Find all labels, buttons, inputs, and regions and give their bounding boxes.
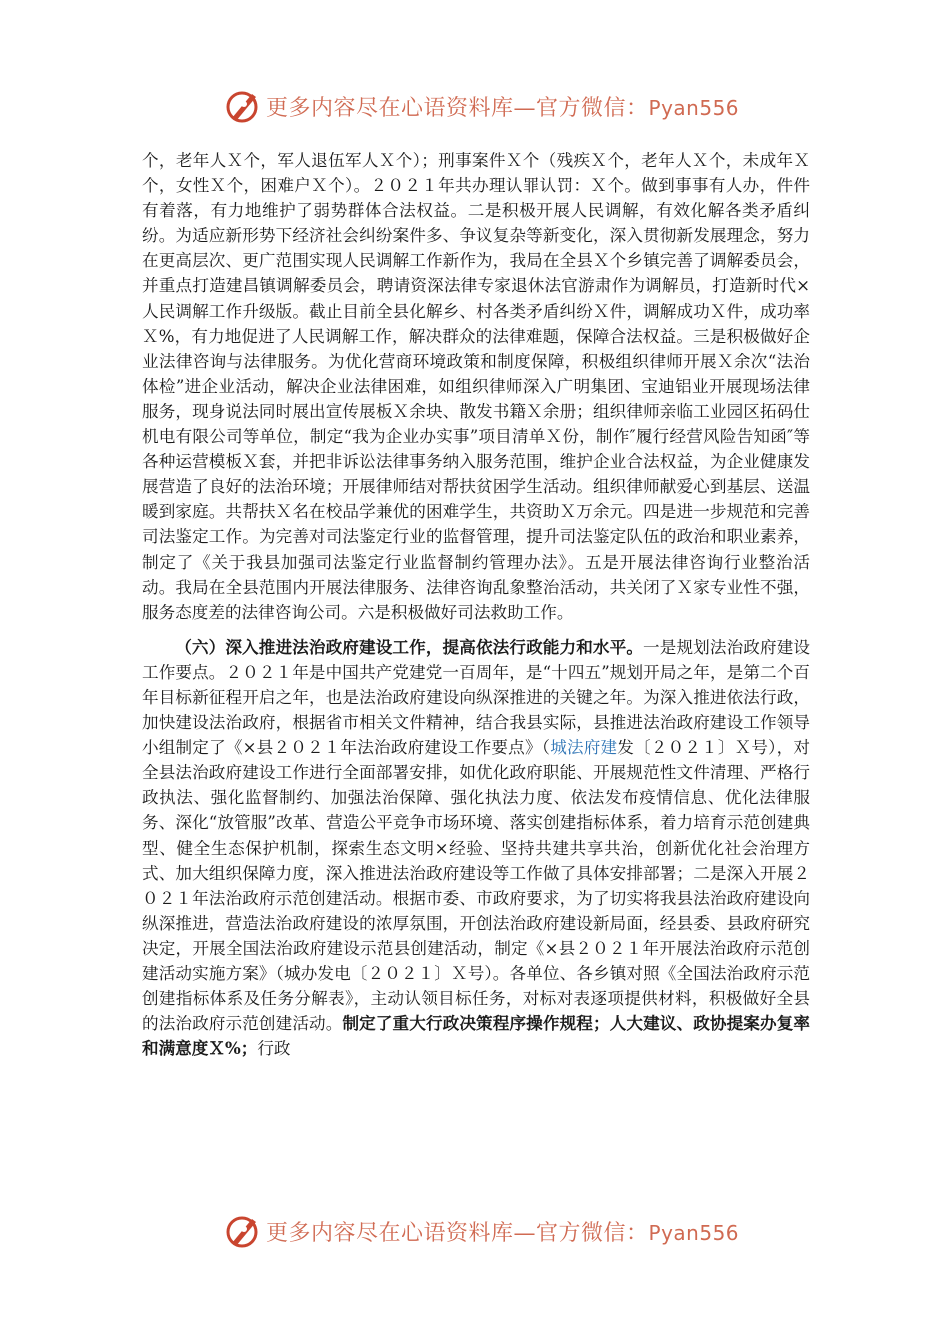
paragraph-2-text-c: 行政	[257, 1039, 291, 1059]
paragraph-1	[142, 148, 810, 625]
document-body	[142, 148, 810, 1061]
header-banner	[222, 86, 739, 126]
footer-banner-label: 更多内容尽在心语资料库—官方微信：	[266, 1220, 649, 1246]
footer-banner	[222, 1211, 739, 1251]
paragraph-2-text-b: 发〔２０２１〕Ｘ号），对全县法治政府建设工作进行全面部署安排，如优化政府职能、开展规范性文件清理、严格行政执法、强化监督制约、加强法治保障、强化执法力度、依法发布疫情信息、优化法律服务、深化“放管服”改革、营造公平竞争市场环境、落实创建指标体系，着力培育示范创建典型、健全生态保护机制，探索生态文明×经验、坚持共建共享共治，创新优化社会治理方式、加大组织保障力度，深入推进法治政府建设等工作做了具体安排部署；二是深入开展２０２１年法治政府示范创建活动。根据市委、市政府要求，为了切实将我县法治政府建设向纵深推进，营造法治政府建设的浓厚氛围，开创法治政府建设新局面，经县委、县政府研究决定，开展全国法治政府建设示范县创建活动，制定《×县２０２１年开展法治政府示范创建活动实施方案》（城办发电〔２０２１〕Ｘ号）。各单位、各乡镇对照《全国法治政府示范创建指标体系及任务分解表》，主动认领目标任务，对标对表逐项提供材料，积极做好全县的法治政府示范创建活动。	[142, 738, 811, 1034]
pen-circle-logo-icon	[222, 1211, 262, 1251]
header-banner-handle: Pyan556	[648, 95, 740, 120]
header-banner-text	[266, 91, 739, 122]
document-number-link[interactable]: 城法府建	[550, 738, 618, 758]
pen-circle-logo-icon	[222, 86, 262, 126]
footer-banner-text	[266, 1216, 739, 1247]
paragraph-2-text-a: 一是规划法治政府建设工作要点。２０２１年是中国共产党建党一百周年，是“十四五”规划开局之年，是第二个百年目标新征程开启之年，也是法治政府建设向纵深推进的关键之年。为深入推进依法行政，加快建设法治政府，根据省市相关文件精神，结合我县实际，县推进法治政府建设工作领导小组制定了《×县２０２１年法治政府建设工作要点》（	[142, 637, 811, 758]
paragraph-1-text: 个，老年人Ｘ个，军人退伍军人Ｘ个）；刑事案件Ｘ个（残疾Ｘ个，老年人Ｘ个，未成年Ｘ个，女性Ｘ个，困难户Ｘ个）。２０２１年共办理认罪认罚：Ｘ个。做到事事有人办，件件有着落，有力地维护了弱势群体合法权益。二是积极开展人民调解，有效化解各类矛盾纠纷。为适应新形势下经济社会纠纷案件多、争议复杂等新变化，深入贯彻新发展理念，努力在更高层次、更广范围实现人民调解工作新作为，我局在全县Ｘ个乡镇完善了调解委员会，并重点打造建昌镇调解委员会，聘请资深法律专家退休法官游肃作为调解员，打造新时代×人民调解工作升级版。截止目前全县化解乡、村各类矛盾纠纷Ｘ件，调解成功Ｘ件，成功率Ｘ%，有力地促进了人民调解工作，解决群众的法律难题，保障合法权益。三是积极做好企业法律咨询与法律服务。为优化营商环境政策和制度保障，积极组织律师开展Ｘ余次“法治体检”进企业活动，解决企业法律困难，如组织律师深入广明集团、宝迪铝业开展现场法律服务，现身说法同时展出宣传展板Ｘ余块、散发书籍Ｘ余册；组织律师亲临工业园区拓码仕机电有限公司等单位，制定“我为企业办实事”项目清单Ｘ份，制作″履行经营风险告知函″等各种运营模板Ｘ套，并把非诉讼法律事务纳入服务范围，维护企业合法权益，为企业健康发展营造了良好的法治环境；开展律师结对帮扶贫困学生活动。组织律师献爱心到基层、送温暖到家庭。共帮扶Ｘ名在校品学兼优的困难学生，共资助Ｘ万余元。四是进一步规范和完善司法鉴定工作。为完善对司法鉴定行业的监督管理，提升司法鉴定队伍的政治和职业素养，制定了《关于我县加强司法鉴定行业监督制约管理办法》。五是开展法律咨询行业整治活动。我局在全县范围内开展法律服务、法律咨询乱象整治活动，共关闭了Ｘ家专业性不强，服务态度差的法律咨询公司。六是积极做好司法救助工作。	[142, 151, 810, 622]
paragraph-2	[142, 635, 810, 1062]
section-six-heading: （六）深入推进法治政府建设工作，提高依法行政能力和水平。	[175, 636, 644, 657]
header-banner-label: 更多内容尽在心语资料库—官方微信：	[266, 95, 649, 121]
footer-banner-handle: Pyan556	[648, 1220, 740, 1245]
paragraph-2-bold-tail: 制定了重大行政决策程序操作规程；人大建议、政协提案办复率和满意度Ｘ%；	[142, 1013, 811, 1059]
